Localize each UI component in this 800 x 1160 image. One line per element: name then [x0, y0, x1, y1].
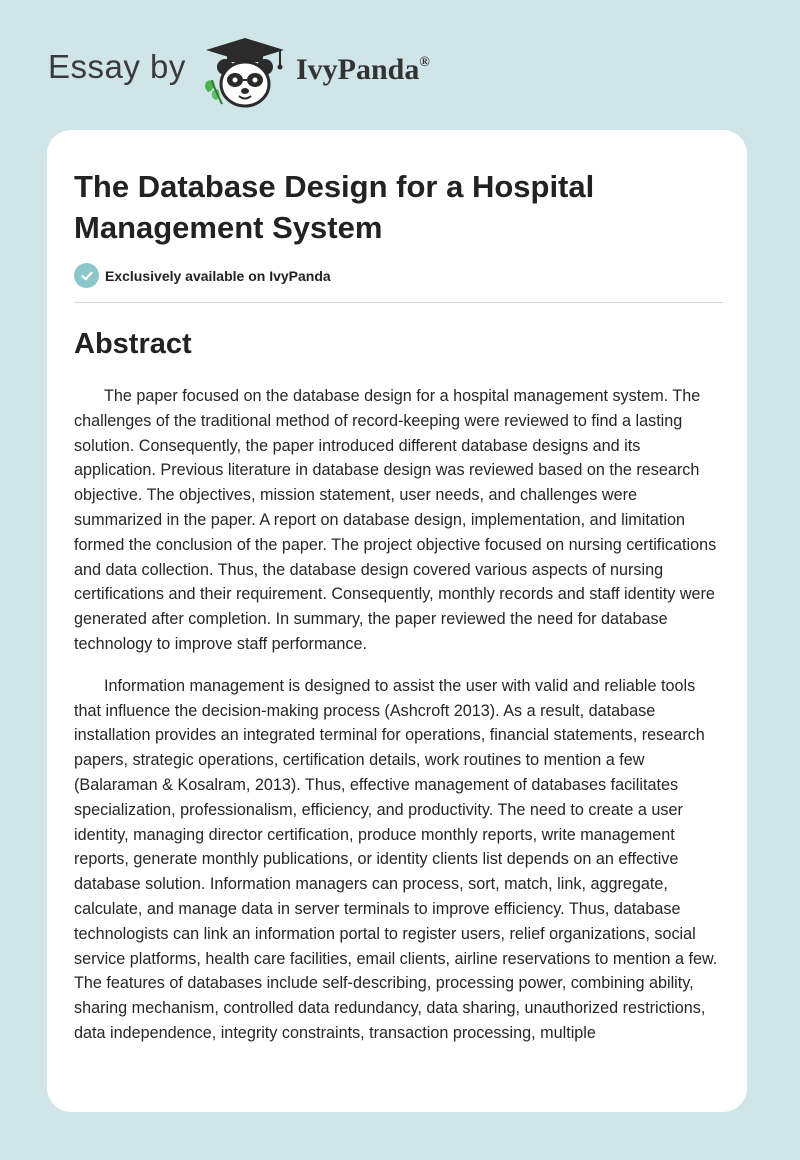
section-heading: Abstract [74, 328, 192, 360]
exclusive-badge [74, 263, 331, 288]
essay-card [47, 130, 747, 1112]
divider [74, 302, 723, 303]
brand-label: IvyPanda [296, 53, 420, 86]
brand-name[interactable] [296, 53, 430, 87]
paragraph: Information management is designed to assist the user with valid and reliable tools that influence the decision-making process (Ashcroft 2013). As a result, database installation provides an integrated terminal for operations, financial statements, research papers, strategic operations, certification details, work routines to mention a few (Balaraman & Kosalram, 2013). Thus, effective management of databases facilitates specialization, professionalism, efficiency, and productivity. The need to create a user identity, managing director certification, produce monthly reports, write management reports, generate monthly publications, or identity clients list depends on an effective database solution. Information managers can process, sort, match, link, aggregate, calculate, and manage data in server terminals to improve efficiency. Thus, database technologists can link an information portal to register users, relief organizations, social service platforms, health care facilities, email clients, airline reservations to mention a few. The features of databases include self-describing, processing power, combining ability, sharing mechanism, controlled data redundancy, data sharing, unauthorized restrictions, data independence, integrity constraints, transaction processing, multiple [74, 676, 718, 1042]
checkmark-icon [74, 263, 99, 288]
exclusive-badge-label: Exclusively available on IvyPanda [105, 267, 331, 284]
registered-mark: ® [419, 55, 430, 70]
page-title: The Database Design for a Hospital Management System [74, 169, 595, 245]
site-header [0, 0, 800, 130]
ivypanda-logo[interactable] [200, 34, 290, 110]
panda-icon [200, 34, 290, 110]
essay-by-label: Essay by [48, 48, 186, 85]
paragraph: The paper focused on the database design for a hospital management system. The challenges of the traditional method of record-keeping were reviewed to find a lasting solution. Consequently, the paper introduced different database designs and its application. Previous literature in database design was reviewed based on the research objective. The objectives, mission statement, user needs, and challenges were summarized in the paper. A report on database design, implementation, and limitation formed the conclusion of the paper. The project objective focused on nursing certifications and data collection. Thus, the database design covered various aspects of nursing certifications and their requirement. Consequently, monthly records and staff identity were generated after completion. In summary, the paper reviewed the need for database technology to improve staff performance. [74, 387, 717, 653]
essay-body [74, 384, 724, 1063]
